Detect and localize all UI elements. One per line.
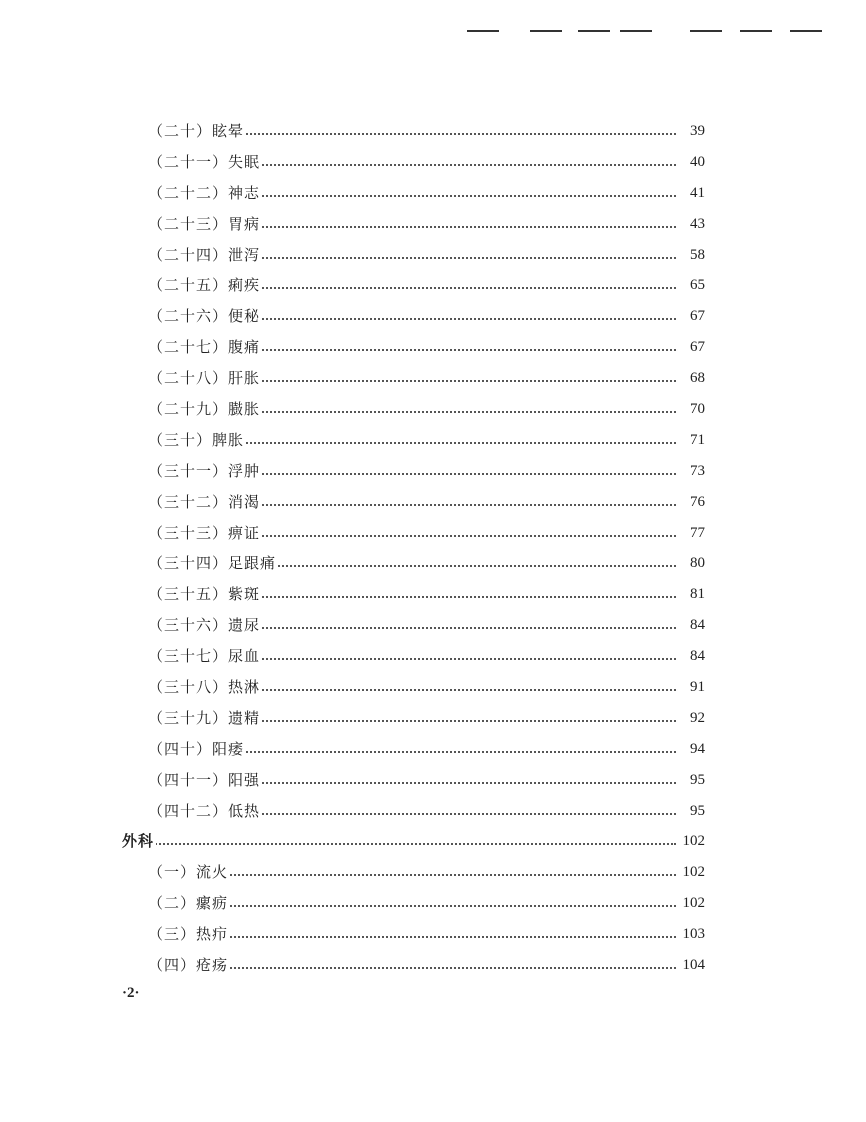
toc-entry-page: 104 bbox=[679, 953, 706, 977]
toc-entry bbox=[0, 304, 866, 335]
toc-entry bbox=[0, 366, 866, 397]
toc-entry-title: （三十二）消渴 bbox=[148, 490, 262, 514]
toc-entry-page: 68 bbox=[686, 366, 705, 390]
table-of-contents bbox=[0, 119, 866, 984]
toc-entry-title: （二十三）胃病 bbox=[148, 212, 262, 236]
toc-entry bbox=[0, 243, 866, 274]
toc-entry-page: 70 bbox=[686, 397, 705, 421]
toc-entry-page: 80 bbox=[686, 551, 705, 575]
toc-entry bbox=[0, 150, 866, 181]
toc-entry-title: （三十六）遗尿 bbox=[148, 613, 262, 637]
toc-entry bbox=[0, 490, 866, 521]
toc-entry bbox=[0, 613, 866, 644]
toc-entry bbox=[0, 582, 866, 613]
toc-entry-title: （三十一）浮肿 bbox=[148, 459, 262, 483]
header-dash bbox=[620, 30, 652, 32]
toc-entry bbox=[0, 212, 866, 243]
toc-entry-page: 71 bbox=[686, 428, 705, 452]
toc-entry bbox=[0, 397, 866, 428]
toc-entry-page: 102 bbox=[679, 860, 706, 884]
toc-entry-title: （三十九）遗精 bbox=[148, 706, 262, 730]
toc-entry-page: 92 bbox=[686, 706, 705, 730]
header-dash bbox=[578, 30, 610, 32]
toc-entry-page: 43 bbox=[686, 212, 705, 236]
toc-entry-title: （四）疮疡 bbox=[148, 953, 230, 977]
toc-entry-page: 91 bbox=[686, 675, 705, 699]
toc-entry-page: 81 bbox=[686, 582, 705, 606]
toc-entry-title: （三十三）痹证 bbox=[148, 521, 262, 545]
toc-entry-title: 外科 bbox=[122, 829, 156, 853]
toc-entry-page: 76 bbox=[686, 490, 705, 514]
toc-entry-page: 103 bbox=[679, 922, 706, 946]
toc-entry-title: （三十四）足跟痛 bbox=[148, 551, 278, 575]
toc-entry-title: （二十七）腹痛 bbox=[148, 335, 262, 359]
toc-entry bbox=[0, 953, 866, 984]
toc-entry bbox=[0, 860, 866, 891]
toc-entry-page: 58 bbox=[686, 243, 705, 267]
toc-entry-title: （二十六）便秘 bbox=[148, 304, 262, 328]
toc-entry-page: 95 bbox=[686, 799, 705, 823]
toc-entry-title: （三十）脾胀 bbox=[148, 428, 246, 452]
toc-entry-page: 94 bbox=[686, 737, 705, 761]
toc-entry-title: （三十五）紫斑 bbox=[148, 582, 262, 606]
toc-entry-page: 84 bbox=[686, 613, 705, 637]
toc-entry-title: （三十七）尿血 bbox=[148, 644, 262, 668]
toc-entry-page: 67 bbox=[686, 304, 705, 328]
page-number: ·2· bbox=[122, 985, 140, 1001]
toc-entry bbox=[0, 551, 866, 582]
toc-entry-page: 39 bbox=[686, 119, 705, 143]
toc-entry bbox=[0, 737, 866, 768]
toc-entry-page: 102 bbox=[679, 829, 706, 853]
toc-entry bbox=[0, 181, 866, 212]
toc-entry-title: （二十）眩晕 bbox=[148, 119, 246, 143]
toc-entry-title: （一）流火 bbox=[148, 860, 230, 884]
toc-entry bbox=[0, 521, 866, 552]
header-dash bbox=[690, 30, 722, 32]
toc-entry bbox=[0, 119, 866, 150]
toc-entry-page: 102 bbox=[679, 891, 706, 915]
toc-entry-page: 40 bbox=[686, 150, 705, 174]
toc-entry-title: （三）热疖 bbox=[148, 922, 230, 946]
toc-entry-title: （四十一）阳强 bbox=[148, 768, 262, 792]
toc-entry-title: （二）瘰疬 bbox=[148, 891, 230, 915]
toc-entry bbox=[0, 922, 866, 953]
header-dash bbox=[530, 30, 562, 32]
dot-leader bbox=[124, 829, 676, 845]
toc-entry-title: （二十八）肝胀 bbox=[148, 366, 262, 390]
toc-entry-page: 95 bbox=[686, 768, 705, 792]
toc-entry-title: （二十四）泄泻 bbox=[148, 243, 262, 267]
toc-entry-title: （二十二）神志 bbox=[148, 181, 262, 205]
toc-entry bbox=[0, 891, 866, 922]
toc-entry bbox=[0, 768, 866, 799]
toc-entry-page: 73 bbox=[686, 459, 705, 483]
toc-entry bbox=[0, 706, 866, 737]
toc-entry-title: （二十五）痢疾 bbox=[148, 273, 262, 297]
toc-entry bbox=[0, 675, 866, 706]
toc-entry-title: （二十一）失眠 bbox=[148, 150, 262, 174]
toc-entry-title: （三十八）热淋 bbox=[148, 675, 262, 699]
toc-entry-page: 67 bbox=[686, 335, 705, 359]
toc-section-heading bbox=[0, 829, 866, 860]
toc-entry-page: 84 bbox=[686, 644, 705, 668]
toc-entry-title: （二十九）臌胀 bbox=[148, 397, 262, 421]
toc-entry bbox=[0, 428, 866, 459]
toc-entry-page: 65 bbox=[686, 273, 705, 297]
toc-entry bbox=[0, 273, 866, 304]
toc-entry-title: （四十二）低热 bbox=[148, 799, 262, 823]
header-dash bbox=[467, 30, 499, 32]
toc-entry bbox=[0, 335, 866, 366]
header-dash bbox=[740, 30, 772, 32]
toc-entry bbox=[0, 799, 866, 830]
toc-entry bbox=[0, 459, 866, 490]
header-dash bbox=[790, 30, 822, 32]
toc-entry-title: （四十）阳痿 bbox=[148, 737, 246, 761]
toc-entry bbox=[0, 644, 866, 675]
toc-entry-page: 41 bbox=[686, 181, 705, 205]
toc-entry-page: 77 bbox=[686, 521, 705, 545]
